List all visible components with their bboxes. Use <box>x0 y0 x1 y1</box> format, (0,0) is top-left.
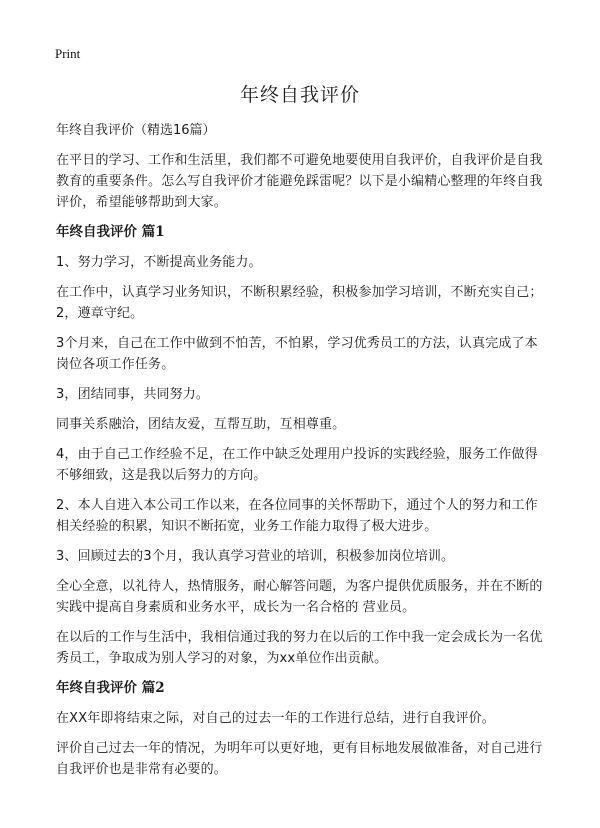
print-link[interactable]: Print <box>55 46 81 61</box>
paragraph: 2、本人自进入本公司工作以来，在各位同事的关怀帮助下，通过个人的努力和工作相关经验的积累，知识不断拓宽，业务工作能力取得了极大进步。 <box>56 498 538 534</box>
document-subtitle: 年终自我评价（精选16篇） <box>56 123 216 138</box>
paragraph: 评价自己过去一年的情况，为明年可以更好地，更有目标地发展做准备，对自己进行自我评价也是非常有必要的。 <box>56 741 543 777</box>
paragraph: 全心全意，以礼待人，热情服务，耐心解答问题，为客户提供优质服务，并在不断的实践中提高自身素质和业务水平，成长为一名合格的 营业员。 <box>56 579 543 615</box>
section-heading: 年终自我评价 篇1 <box>56 224 165 240</box>
paragraph: 在以后的工作与生活中，我相信通过我的努力在以后的工作中我一定会成长为一名优秀员工，争取成为别人学习的对象，为xx单位作出贡献。 <box>56 630 543 666</box>
paragraph: 在工作中，认真学习业务知识，不断积累经验，积极参加学习培训，不断充实自己；2，遵章守纪。 <box>56 285 543 321</box>
section-heading: 年终自我评价 篇2 <box>56 680 165 696</box>
intro-paragraph: 在平日的学习、工作和生活里，我们都不可避免地要使用自我评价，自我评价是自我教育的重要条件。怎么写自我评价才能避免踩雷呢？以下是小编精心整理的年终自我评价，希望能够帮助到大家。 <box>56 153 543 210</box>
document-body <box>56 120 548 789</box>
page-title: 年终自我评价 <box>239 84 360 106</box>
paragraph: 3个月来，自己在工作中做到不怕苦，不怕累，学习优秀员工的方法，认真完成了本岗位各项工作任务。 <box>56 336 538 372</box>
paragraph: 在XX年即将结束之际，对自己的过去一年的工作进行总结，进行自我评价。 <box>56 711 495 726</box>
paragraph: 3、回顾过去的3个月，我认真学习营业的培训，积极参加岗位培训。 <box>56 549 455 564</box>
paragraph: 4，由于自己工作经验不足，在工作中缺乏处理用户投诉的实践经验，服务工作做得不够细致，这是我以后努力的方向。 <box>56 447 538 483</box>
paragraph: 1、努力学习，不断提高业务能力。 <box>56 255 262 270</box>
paragraph: 同事关系融洽，团结友爱，互帮互助，互相尊重。 <box>56 417 346 432</box>
paragraph: 3，团结同事，共同努力。 <box>56 387 210 402</box>
